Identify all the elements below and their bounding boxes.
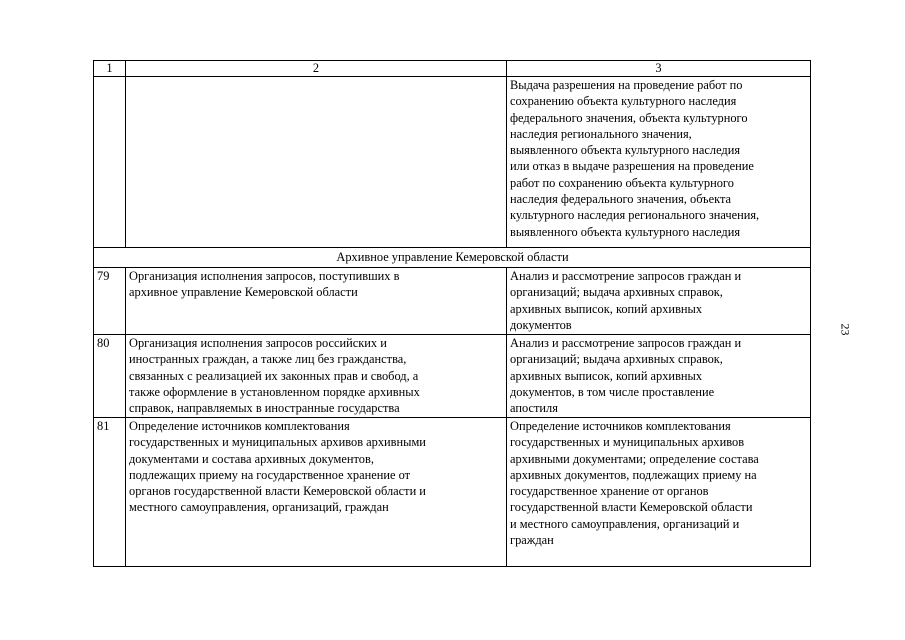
table-row (94, 268, 811, 335)
table-row (94, 335, 811, 418)
functions-table (93, 60, 811, 567)
header-col-2: 2 (126, 61, 507, 77)
function-content-cell: Анализ и рассмотрение запросов граждан и организаций; выдача архивных справок, архивных выписок, копий архивных документов (507, 268, 811, 335)
column-number-header-row (94, 61, 811, 77)
header-col-3: 3 (507, 61, 811, 77)
section-title: Архивное управление Кемеровской области (94, 248, 811, 268)
row-number-cell: 80 (94, 335, 126, 418)
function-content-cell: Анализ и рассмотрение запросов граждан и организаций; выдача архивных справок, архивных выписок, копий архивных документов, в том числе проставление апостиля (507, 335, 811, 418)
row-number-cell: 81 (94, 418, 126, 567)
function-content-cell: Выдача разрешения на проведение работ по сохранению объекта культурного наследия федерального значения, объекта культурного наследия регионального значения, выявленного объекта культурного наследия или отказ в выдаче разрешения на проведение работ по сохранению объекта культурного наследия федерального значения, объекта культурного наследия регионального значения, выявленного объекта культурного наследия (507, 77, 811, 248)
function-name-cell: Определение источников комплектования государственных и муниципальных архивов архивными документами и состава архивных документов, подлежащих приему на государственное хранение от органов государственной власти Кемеровской области и местного самоуправления, организаций, граждан (126, 418, 507, 567)
section-row (94, 248, 811, 268)
function-name-cell: Организация исполнения запросов, поступивших в архивное управление Кемеровской области (126, 268, 507, 335)
table-row-continuation (94, 77, 811, 248)
function-name-cell: Организация исполнения запросов российских и иностранных граждан, а также лиц без гражданства, связанных с реализацией их законных прав и свобод, а также оформление в установленном порядке архивных справок, направляемых в иностранные государства (126, 335, 507, 418)
row-number-cell: 79 (94, 268, 126, 335)
function-name-cell (126, 77, 507, 248)
function-content-cell: Определение источников комплектования государственных и муниципальных архивов архивными документами; определение состава архивных документов, подлежащих приему на государственное хранение от органов государственной власти Кемеровской области и местного самоуправления, организаций и граждан (507, 418, 811, 567)
table-row (94, 418, 811, 567)
row-number-cell (94, 77, 126, 248)
header-col-1: 1 (94, 61, 126, 77)
page-number: 23 (838, 323, 853, 336)
